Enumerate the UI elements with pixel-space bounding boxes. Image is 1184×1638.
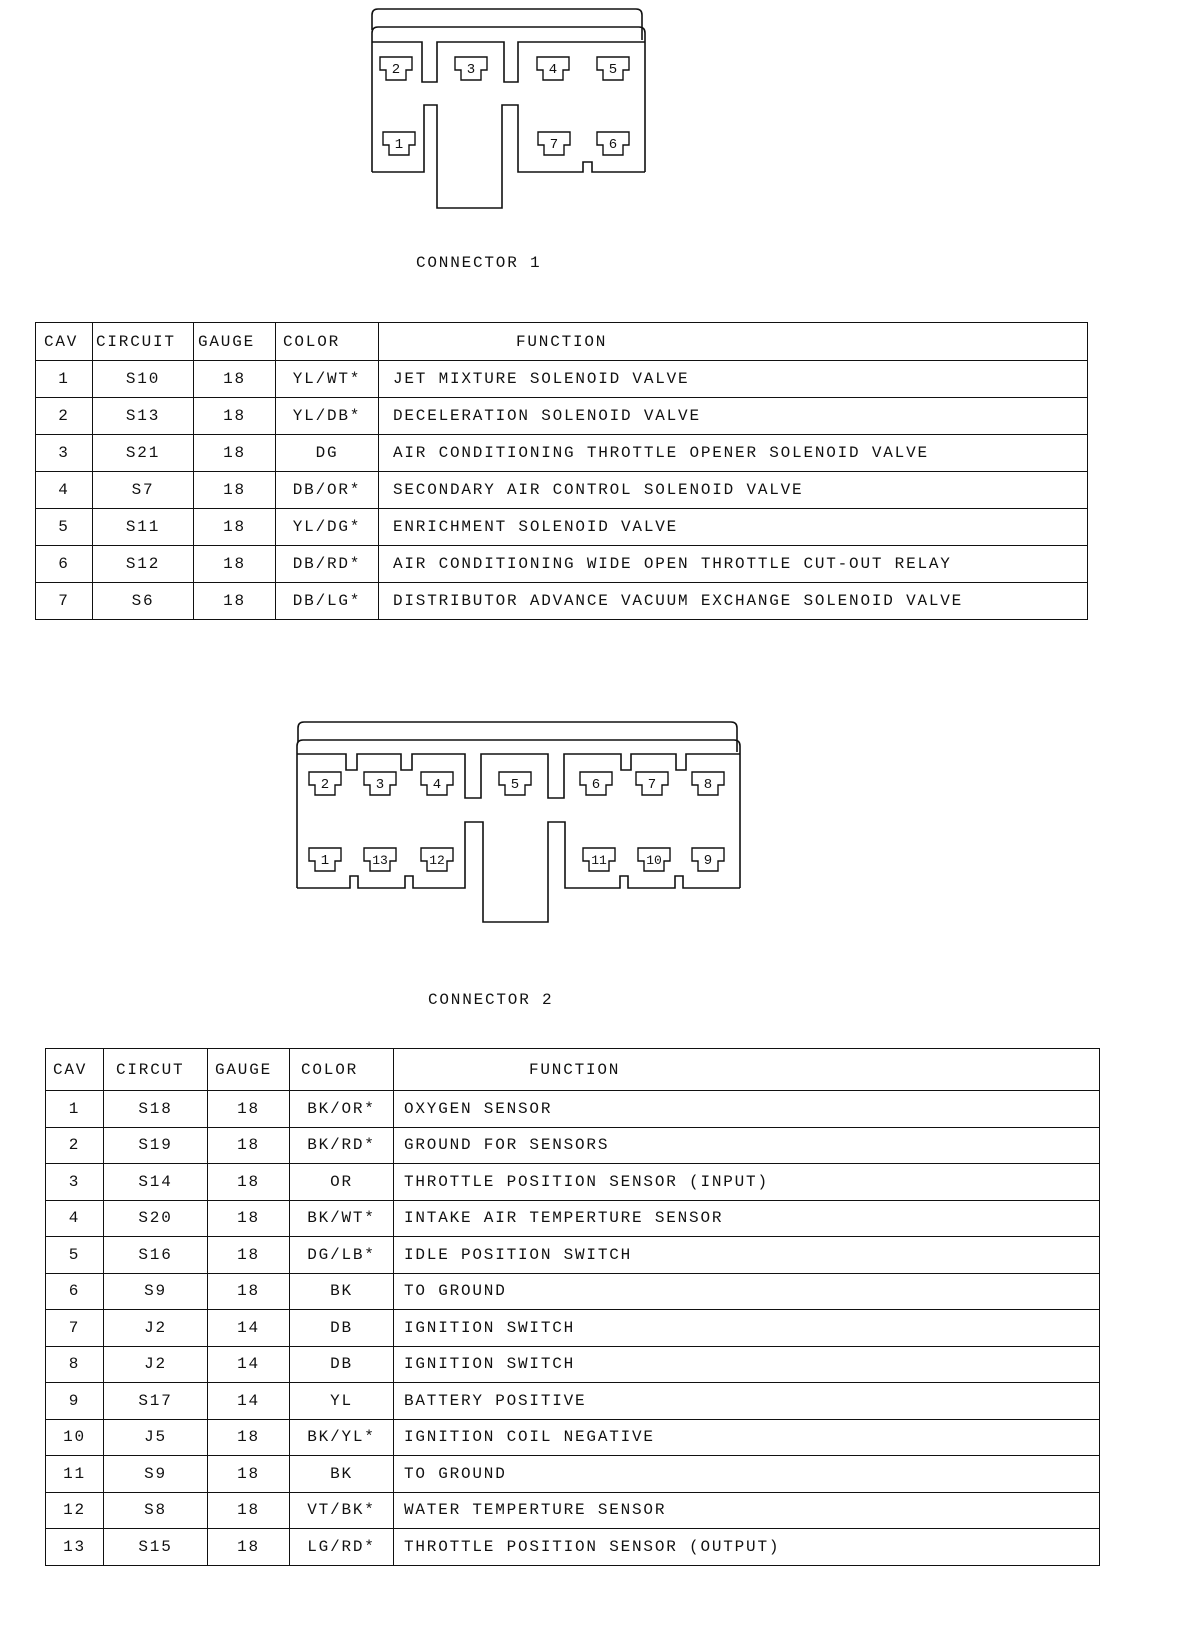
connector-1-cavity-6	[597, 132, 629, 155]
svg-text:7: 7	[647, 777, 657, 793]
connector-1-title: CONNECTOR 1	[416, 254, 542, 272]
connector-2-table	[45, 1048, 1100, 1566]
circuit-cell: S21	[93, 435, 194, 472]
gauge-cell: 18	[208, 1200, 290, 1237]
color-cell: BK	[290, 1273, 394, 1310]
connector-2-cavity-10	[638, 848, 670, 871]
function-cell: THROTTLE POSITION SENSOR (OUTPUT)	[394, 1529, 1100, 1566]
svg-text:5: 5	[608, 62, 618, 78]
gauge-cell: 18	[208, 1091, 290, 1128]
table-row	[36, 546, 1088, 583]
table-row	[46, 1419, 1100, 1456]
header-circuit: CIRCUT	[104, 1049, 208, 1091]
connector-1-cavity-3	[455, 57, 487, 80]
svg-text:13: 13	[372, 853, 388, 868]
svg-text:12: 12	[429, 853, 445, 868]
cav-cell: 3	[36, 435, 93, 472]
color-cell: LG/RD*	[290, 1529, 394, 1566]
circuit-cell: S7	[93, 472, 194, 509]
table-row	[46, 1164, 1100, 1201]
table-row	[46, 1346, 1100, 1383]
color-cell: DB/RD*	[276, 546, 379, 583]
connector-2-cavity-2	[309, 772, 341, 795]
circuit-cell: S12	[93, 546, 194, 583]
circuit-cell: S10	[93, 361, 194, 398]
circuit-cell: S16	[104, 1237, 208, 1274]
header-gauge: GAUGE	[208, 1049, 290, 1091]
circuit-cell: S14	[104, 1164, 208, 1201]
gauge-cell: 18	[194, 361, 276, 398]
connector-2-cavity-8	[692, 772, 724, 795]
header-function: FUNCTION	[394, 1049, 1100, 1091]
svg-text:3: 3	[466, 62, 476, 78]
table-row	[46, 1200, 1100, 1237]
svg-text:2: 2	[391, 62, 401, 78]
table-row	[46, 1237, 1100, 1274]
color-cell: OR	[290, 1164, 394, 1201]
table-body	[46, 1091, 1100, 1566]
header-color: COLOR	[290, 1049, 394, 1091]
color-cell: BK	[290, 1456, 394, 1493]
header-cav: CAV	[36, 323, 93, 361]
cav-cell: 2	[46, 1127, 104, 1164]
circuit-cell: J2	[104, 1346, 208, 1383]
connector-2-cavity-5	[499, 772, 531, 795]
gauge-cell: 18	[208, 1456, 290, 1493]
cav-cell: 4	[36, 472, 93, 509]
color-cell: DB	[290, 1346, 394, 1383]
table-row	[46, 1273, 1100, 1310]
header-color: COLOR	[276, 323, 379, 361]
svg-text:3: 3	[375, 777, 385, 793]
connector-2-cavity-11	[583, 848, 615, 871]
circuit-cell: S19	[104, 1127, 208, 1164]
cav-cell: 5	[46, 1237, 104, 1274]
circuit-cell: S13	[93, 398, 194, 435]
gauge-cell: 14	[208, 1346, 290, 1383]
cav-cell: 1	[46, 1091, 104, 1128]
cav-cell: 6	[46, 1273, 104, 1310]
cav-cell: 7	[46, 1310, 104, 1347]
function-cell: TO GROUND	[394, 1273, 1100, 1310]
circuit-cell: S8	[104, 1492, 208, 1529]
gauge-cell: 18	[208, 1492, 290, 1529]
table-row	[36, 361, 1088, 398]
gauge-cell: 18	[208, 1419, 290, 1456]
gauge-cell: 18	[194, 509, 276, 546]
color-cell: VT/BK*	[290, 1492, 394, 1529]
color-cell: YL/DG*	[276, 509, 379, 546]
color-cell: YL	[290, 1383, 394, 1420]
function-cell: TO GROUND	[394, 1456, 1100, 1493]
circuit-cell: S11	[93, 509, 194, 546]
function-cell: IGNITION COIL NEGATIVE	[394, 1419, 1100, 1456]
table-row	[36, 398, 1088, 435]
connector-2-housing	[297, 722, 740, 922]
svg-text:8: 8	[703, 777, 713, 793]
gauge-cell: 18	[208, 1273, 290, 1310]
circuit-cell: S18	[104, 1091, 208, 1128]
svg-text:2: 2	[320, 777, 330, 793]
connector-1-cavity-7	[538, 132, 570, 155]
connector-2-cavity-1	[309, 848, 341, 871]
connector-1-cavity-5	[597, 57, 629, 80]
svg-text:1: 1	[394, 137, 404, 153]
color-cell: DB	[290, 1310, 394, 1347]
connector-1-housing	[372, 9, 645, 208]
gauge-cell: 18	[194, 472, 276, 509]
cav-cell: 6	[36, 546, 93, 583]
circuit-cell: S15	[104, 1529, 208, 1566]
svg-text:10: 10	[646, 853, 662, 868]
table-row	[46, 1383, 1100, 1420]
svg-text:9: 9	[703, 853, 713, 869]
connector-2-drawing	[297, 722, 740, 922]
gauge-cell: 14	[208, 1310, 290, 1347]
color-cell: DB/LG*	[276, 583, 379, 620]
function-cell: DECELERATION SOLENOID VALVE	[379, 398, 1088, 435]
svg-text:1: 1	[320, 853, 330, 869]
cav-cell: 7	[36, 583, 93, 620]
svg-text:11: 11	[591, 853, 607, 868]
connector-1-table	[35, 322, 1088, 620]
connector-2-title: CONNECTOR 2	[428, 991, 554, 1009]
svg-text:4: 4	[432, 777, 442, 793]
color-cell: BK/WT*	[290, 1200, 394, 1237]
circuit-cell: S20	[104, 1200, 208, 1237]
cav-cell: 3	[46, 1164, 104, 1201]
function-cell: AIR CONDITIONING THROTTLE OPENER SOLENOID VALVE	[379, 435, 1088, 472]
table-row	[46, 1310, 1100, 1347]
table-row	[36, 472, 1088, 509]
color-cell: DB/OR*	[276, 472, 379, 509]
table-header-row	[46, 1049, 1100, 1091]
connector-1-drawing	[372, 9, 645, 208]
gauge-cell: 18	[194, 583, 276, 620]
table-row	[46, 1456, 1100, 1493]
function-cell: ENRICHMENT SOLENOID VALVE	[379, 509, 1088, 546]
cav-cell: 12	[46, 1492, 104, 1529]
circuit-cell: J5	[104, 1419, 208, 1456]
connector-1-cavity-1	[383, 132, 415, 155]
gauge-cell: 18	[208, 1127, 290, 1164]
gauge-cell: 18	[208, 1164, 290, 1201]
gauge-cell: 18	[208, 1237, 290, 1274]
function-cell: INTAKE AIR TEMPERTURE SENSOR	[394, 1200, 1100, 1237]
gauge-cell: 14	[208, 1383, 290, 1420]
gauge-cell: 18	[194, 398, 276, 435]
cav-cell: 1	[36, 361, 93, 398]
table-row	[36, 509, 1088, 546]
function-cell: GROUND FOR SENSORS	[394, 1127, 1100, 1164]
function-cell: IDLE POSITION SWITCH	[394, 1237, 1100, 1274]
svg-text:7: 7	[549, 137, 559, 153]
circuit-cell: S9	[104, 1456, 208, 1493]
table-row	[46, 1127, 1100, 1164]
table-row	[36, 435, 1088, 472]
gauge-cell: 18	[194, 435, 276, 472]
cav-cell: 11	[46, 1456, 104, 1493]
function-cell: THROTTLE POSITION SENSOR (INPUT)	[394, 1164, 1100, 1201]
color-cell: DG	[276, 435, 379, 472]
header-cav: CAV	[46, 1049, 104, 1091]
table-row	[46, 1529, 1100, 1566]
function-cell: OXYGEN SENSOR	[394, 1091, 1100, 1128]
circuit-cell: S9	[104, 1273, 208, 1310]
color-cell: YL/DB*	[276, 398, 379, 435]
cav-cell: 10	[46, 1419, 104, 1456]
svg-text:4: 4	[548, 62, 558, 78]
color-cell: BK/YL*	[290, 1419, 394, 1456]
circuit-cell: S17	[104, 1383, 208, 1420]
function-cell: SECONDARY AIR CONTROL SOLENOID VALVE	[379, 472, 1088, 509]
cav-cell: 2	[36, 398, 93, 435]
connector-2-cavity-4	[421, 772, 453, 795]
gauge-cell: 18	[194, 546, 276, 583]
header-gauge: GAUGE	[194, 323, 276, 361]
connector-2-cavity-3	[364, 772, 396, 795]
connector-2-cavity-6	[580, 772, 612, 795]
circuit-cell: S6	[93, 583, 194, 620]
color-cell: YL/WT*	[276, 361, 379, 398]
svg-text:5: 5	[510, 777, 520, 793]
svg-text:6: 6	[608, 137, 618, 153]
cav-cell: 8	[46, 1346, 104, 1383]
function-cell: JET MIXTURE SOLENOID VALVE	[379, 361, 1088, 398]
header-circuit: CIRCUIT	[93, 323, 194, 361]
table-row	[46, 1492, 1100, 1529]
table-body	[36, 361, 1088, 620]
cav-cell: 5	[36, 509, 93, 546]
function-cell: BATTERY POSITIVE	[394, 1383, 1100, 1420]
function-cell: IGNITION SWITCH	[394, 1310, 1100, 1347]
function-cell: AIR CONDITIONING WIDE OPEN THROTTLE CUT-OUT RELAY	[379, 546, 1088, 583]
color-cell: BK/RD*	[290, 1127, 394, 1164]
connector-2-cavity-7	[636, 772, 668, 795]
connector-1-cavity-4	[537, 57, 569, 80]
table-header-row	[36, 323, 1088, 361]
cav-cell: 13	[46, 1529, 104, 1566]
cav-cell: 9	[46, 1383, 104, 1420]
connector-2-cavity-9	[692, 848, 724, 871]
connector-1-cavity-2	[380, 57, 412, 80]
connector-2-cavity-12	[421, 848, 453, 871]
color-cell: BK/OR*	[290, 1091, 394, 1128]
header-function: FUNCTION	[379, 323, 1088, 361]
table-row	[36, 583, 1088, 620]
color-cell: DG/LB*	[290, 1237, 394, 1274]
function-cell: WATER TEMPERTURE SENSOR	[394, 1492, 1100, 1529]
gauge-cell: 18	[208, 1529, 290, 1566]
connector-2-cavity-13	[364, 848, 396, 871]
function-cell: IGNITION SWITCH	[394, 1346, 1100, 1383]
circuit-cell: J2	[104, 1310, 208, 1347]
svg-text:6: 6	[591, 777, 601, 793]
table-row	[46, 1091, 1100, 1128]
function-cell: DISTRIBUTOR ADVANCE VACUUM EXCHANGE SOLENOID VALVE	[379, 583, 1088, 620]
cav-cell: 4	[46, 1200, 104, 1237]
